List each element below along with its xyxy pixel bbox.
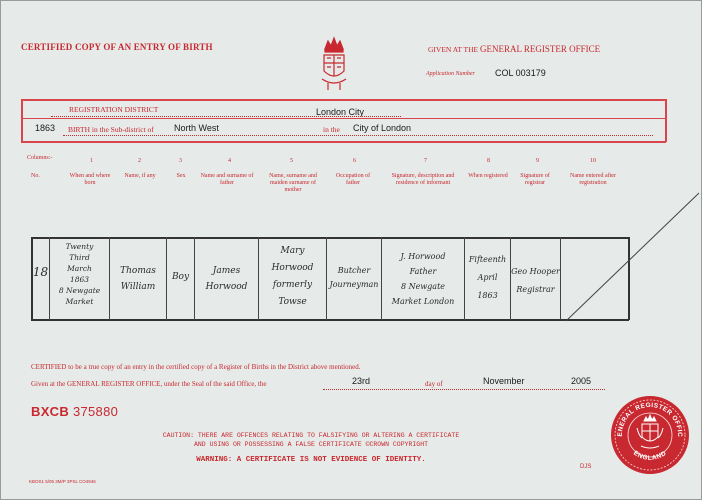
entry-text: formerly (272, 280, 313, 290)
certification-dotted-line (323, 389, 605, 390)
column-header: Name, if any (124, 173, 156, 179)
column-number: 8 (487, 158, 490, 164)
application-label: Application Number (426, 71, 475, 77)
entry-bottom-rule (31, 319, 629, 321)
caution-line-2: AND USING OR POSSESSING A FALSE CERTIFICATE ©CROWN COPYRIGHT (193, 441, 429, 448)
entry-text: 1863 (69, 275, 90, 284)
column-header: Name, surname and maiden surname of mother (269, 173, 317, 193)
serial-prefix: BXCB (31, 404, 70, 419)
entry-text: April (477, 273, 498, 282)
column-number: 9 (536, 158, 539, 164)
column-header: Signature of registrar (520, 173, 550, 186)
entry-father-name (195, 263, 258, 295)
entry-father-occupation (327, 264, 381, 292)
entry-text: Fifteenth (468, 255, 507, 264)
district-box-divider (21, 118, 666, 119)
no-label: No. (31, 173, 40, 179)
column-number: 10 (590, 158, 596, 164)
entry-text: Third (69, 253, 90, 262)
column-number: 6 (353, 158, 356, 164)
entry-text: Twenty (65, 242, 94, 251)
caution-text (151, 431, 471, 449)
seal-bottom-text: ENGLAND (632, 449, 668, 462)
district-box-bottom (21, 141, 666, 143)
column-number: 5 (290, 158, 293, 164)
county-value: City of London (353, 123, 412, 133)
column-header: Signature, description and residence of informant (391, 173, 455, 186)
entry-text: Towse (278, 297, 307, 307)
subdistrict-value: North West (174, 123, 219, 133)
entry-text: Horwood (271, 263, 314, 273)
entry-mother-name (259, 243, 326, 311)
columns-label: Columns:- (27, 155, 53, 161)
seal-icon (609, 394, 691, 476)
entry-when-registered (465, 251, 510, 305)
serial-number (31, 404, 118, 419)
column-header: Occupation of father (335, 173, 371, 186)
column-number: 3 (179, 158, 182, 164)
in-the-label: in the (323, 125, 340, 134)
district-label: REGISTRATION DISTRICT (69, 105, 159, 114)
entry-text: James (212, 266, 241, 276)
column-header: Name and surname of father (200, 173, 254, 186)
district-box-top (21, 99, 666, 101)
column-number: 1 (90, 158, 93, 164)
entry-number: 18 (32, 265, 49, 279)
district-box-right (665, 99, 667, 142)
entry-child-name (110, 263, 166, 295)
column-number: 2 (138, 158, 141, 164)
column-header: When and where born (69, 173, 111, 186)
warning-text: WARNING: A CERTIFICATE IS NOT EVIDENCE OF IDENTITY. (196, 456, 426, 464)
entry-text: Horwood (205, 282, 248, 292)
caution-line-1: CAUTION: THERE ARE OFFENCES RELATING TO FALSIFYING OR ALTERING A CERTIFICATE (162, 432, 460, 439)
column-header: Sex (176, 173, 186, 179)
entry-registrar-signature (511, 263, 560, 299)
cancellation-diagonal (561, 191, 701, 331)
entry-text: 8 Newgate (58, 286, 101, 295)
entry-text: 1863 (477, 291, 498, 300)
entry-text: Market (65, 297, 94, 306)
entry-text: Thomas (120, 266, 156, 276)
clerk-initials: DJS (580, 464, 592, 470)
certification-line-2: Given at the GENERAL REGISTER OFFICE, under the Seal of the said Office, the (31, 380, 267, 388)
royal-crest-icon (318, 35, 350, 93)
column-header: When registered (468, 173, 508, 179)
column-number: 4 (228, 158, 231, 164)
column-header: Name entered after registration (570, 173, 616, 186)
registry-seal (609, 394, 691, 476)
entry-text: Butcher (337, 266, 371, 275)
entry-text: 8 Newgate (400, 282, 446, 291)
seal-top-text: ENERAL REGISTER OFFIC (616, 401, 684, 438)
district-year: 1863 (35, 123, 56, 133)
entry-text: March (67, 264, 92, 273)
office-name: GENERAL REGISTER OFFICE (480, 44, 601, 54)
certification-month: November (483, 376, 525, 386)
office-prefix: GIVEN AT THE (428, 45, 479, 54)
entry-text: J. Horwood (400, 252, 446, 261)
entry-text: William (120, 282, 156, 292)
entry-text: Mary (280, 246, 305, 256)
certification-year: 2005 (571, 376, 592, 386)
certification-day-of: day of (425, 380, 443, 388)
entry-text: Geo Hooper (511, 267, 560, 276)
serial-digits: 375880 (72, 404, 119, 419)
entry-top-rule (31, 237, 629, 239)
district-value: London City (316, 107, 365, 117)
print-code: KBOS1 5/05 3M/P 3PSL CO4946 (29, 479, 96, 484)
column-number: 7 (424, 158, 427, 164)
certification-line-1: CERTIFIED to be a true copy of an entry in the certified copy of a Register of Births in the District above mentioned. (31, 363, 361, 371)
entry-text: Market London (391, 297, 455, 306)
entry-sex: Boy (171, 272, 190, 282)
birth-subdistrict-label: BIRTH in the Sub-district of (68, 125, 154, 134)
certificate-title: CERTIFIED COPY OF AN ENTRY OF BIRTH (21, 42, 213, 52)
office-header (428, 44, 600, 54)
entry-when-born (50, 241, 109, 307)
entry-informant (382, 249, 464, 309)
entry-text: Journeyman (329, 280, 379, 289)
certification-day: 23rd (352, 376, 371, 386)
entry-text: Registrar (516, 285, 555, 294)
application-number: COL 003179 (495, 68, 546, 78)
subdistrict-dotted-line (63, 135, 653, 136)
district-box-left (21, 99, 23, 142)
district-dotted-line (51, 115, 401, 117)
entry-text: Father (409, 267, 437, 276)
